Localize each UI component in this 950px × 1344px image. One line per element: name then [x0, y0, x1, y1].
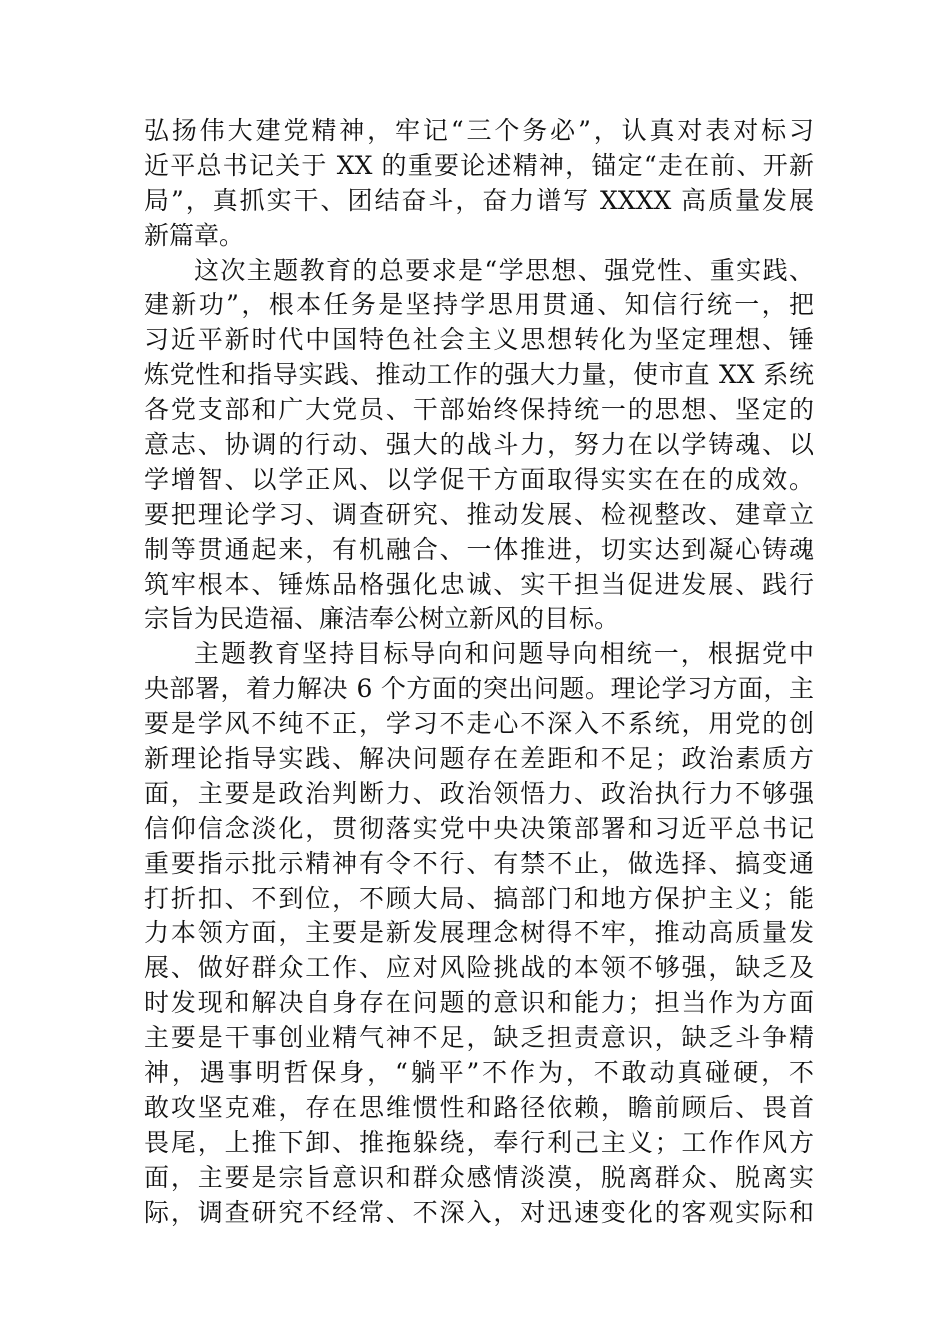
text-line: 央部署，着力解决 6 个方面的突出问题。理论学习方面，主 — [144, 674, 814, 704]
text-line: 各党支部和广大党员、干部始终保持统一的思想、坚定的 — [144, 395, 814, 425]
text-line: 制等贯通起来，有机融合、一体推进，切实达到凝心铸魂 — [144, 534, 814, 564]
text-line: 主要是干事创业精气神不足，缺乏担责意识，缺乏斗争精 — [144, 1023, 814, 1053]
text-line: 主题教育坚持目标导向和问题导向相统一，根据党中 — [194, 639, 814, 669]
text-line: 局”，真抓实干、团结奋斗，奋力谱写 XXXX 高质量发展 — [144, 185, 814, 215]
text-line: 这次主题教育的总要求是“学思想、强党性、重实践、 — [194, 255, 814, 285]
text-line: 时发现和解决自身存在问题的意识和能力；担当作为方面 — [144, 988, 814, 1018]
text-line: 新篇章。 — [144, 220, 245, 250]
text-line: 面，主要是宗旨意识和群众感情淡漠，脱离群众、脱离实 — [144, 1162, 814, 1192]
text-line: 信仰信念淡化，贯彻落实党中央决策部署和习近平总书记 — [144, 813, 814, 843]
text-line: 要把理论学习、调查研究、推动发展、检视整改、建章立 — [144, 499, 814, 529]
text-line: 展、做好群众工作、应对风险挑战的本领不够强，缺乏及 — [144, 953, 814, 983]
text-line: 际，调查研究不经常、不深入，对迅速变化的客观实际和 — [144, 1197, 814, 1227]
text-line: 炼党性和指导实践、推动工作的强大力量，使市直 XX 系统 — [144, 360, 814, 390]
text-line: 意志、协调的行动、强大的战斗力，努力在以学铸魂、以 — [144, 430, 814, 460]
text-line: 面，主要是政治判断力、政治领悟力、政治执行力不够强 — [144, 778, 814, 808]
text-line: 筑牢根本、锤炼品格强化忠诚、实干担当促进发展、践行 — [144, 569, 814, 599]
text-line: 力本领方面，主要是新发展理念树得不牢，推动高质量发 — [144, 918, 814, 948]
text-line: 习近平新时代中国特色社会主义思想转化为坚定理想、锤 — [144, 325, 814, 355]
paragraph-1 — [144, 114, 814, 254]
text-line: 新理论指导实践、解决问题存在差距和不足；政治素质方 — [144, 744, 814, 774]
text-line: 敢攻坚克难，存在思维惯性和路径依赖，瞻前顾后、畏首 — [144, 1092, 814, 1122]
text-line: 宗旨为民造福、廉洁奉公树立新风的目标。 — [144, 604, 620, 634]
text-line: 畏尾，上推下卸、推拖躲绕，奉行利己主义；工作作风方 — [144, 1127, 814, 1157]
text-line: 神，遇事明哲保身，“躺平”不作为，不敢动真碰硬，不 — [144, 1058, 814, 1088]
document-body — [144, 114, 814, 1231]
text-line: 建新功”，根本任务是坚持学思用贯通、知信行统一，把 — [144, 290, 814, 320]
text-line: 打折扣、不到位，不顾大局、搞部门和地方保护主义；能 — [144, 883, 814, 913]
text-line: 弘扬伟大建党精神，牢记“三个务必”，认真对表对标习 — [144, 116, 814, 145]
text-line: 要是学风不纯不正，学习不走心不深入不系统，用党的创 — [144, 709, 814, 739]
text-line: 学增智、以学正风、以学促干方面取得实实在在的成效。 — [144, 464, 814, 494]
paragraph-2 — [144, 254, 814, 638]
text-line: 重要指示批示精神有令不行、有禁不止，做选择、搞变通 — [144, 848, 814, 878]
paragraph-3 — [144, 637, 814, 1230]
text-line: 近平总书记关于 XX 的重要论述精神，锚定“走在前、开新 — [144, 150, 814, 180]
